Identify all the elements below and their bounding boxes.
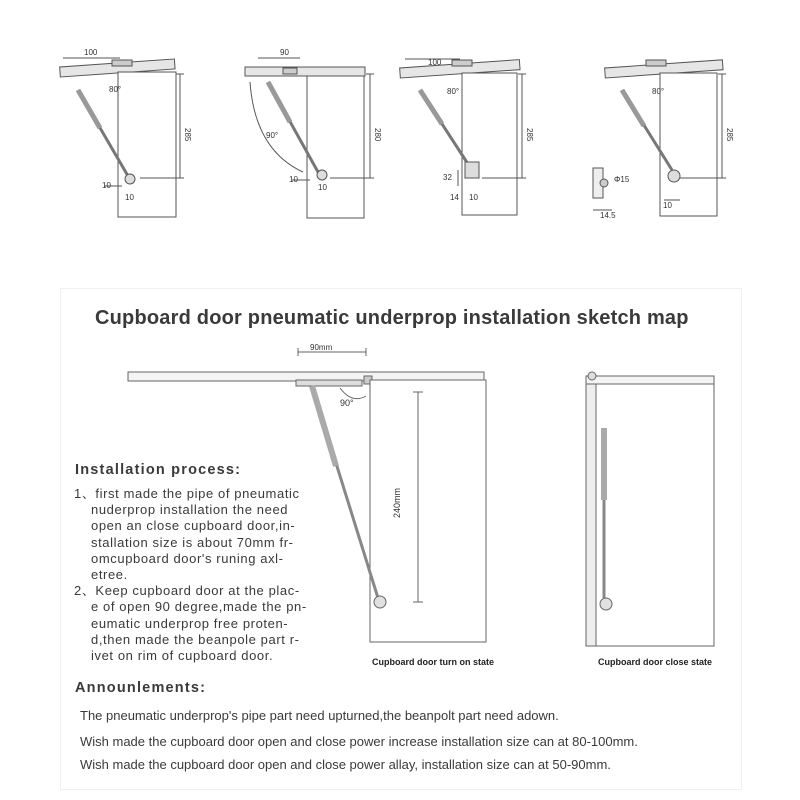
- top-4-bracket-label: 14.5: [600, 211, 616, 220]
- top-3-side-label: 14: [450, 193, 459, 202]
- panel-title: Cupboard door pneumatic underprop installation sketch map: [95, 307, 689, 329]
- step-line: stallation size is about 70mm fr-: [91, 534, 294, 550]
- announcements-heading: Announlements:: [75, 680, 207, 696]
- top-1-angle-label: 80°: [109, 85, 122, 94]
- top-4-angle-label: 80°: [652, 87, 665, 96]
- step-line: d,then made the beanpole part r-: [91, 631, 300, 647]
- top-4-height-label: 285: [725, 128, 734, 142]
- top-2-width-label: 90: [280, 48, 289, 57]
- top-1-width-label: 100: [84, 48, 98, 57]
- step-line: e of open 90 degree,made the pn-: [91, 599, 307, 615]
- top-3-height-label: 285: [525, 128, 534, 142]
- announcement-3: Wish made the cupboard door open and close power allay, installation size can at 50-90mm.: [80, 757, 611, 772]
- top-2-bottom-label: 10: [318, 183, 327, 192]
- step-line: omcupboard door's runing axl-: [91, 550, 284, 566]
- step-line: ivet on rim of cupboard door.: [91, 648, 274, 664]
- top-3-width-label: 100: [428, 58, 442, 67]
- top-3-bottom-label: 10: [469, 193, 478, 202]
- open-width-label: 90mm: [310, 343, 333, 352]
- top-3-angle-label: 80°: [447, 87, 460, 96]
- open-height-label: 240mm: [392, 487, 402, 518]
- announcement-2: Wish made the cupboard door open and close power increase installation size can at 80-100mm.: [80, 734, 638, 749]
- top-2-offset-label: 10: [289, 175, 298, 184]
- top-1-offset-label: 10: [102, 181, 111, 190]
- step-line: etree.: [91, 567, 128, 583]
- top-4-bottom-label: 10: [663, 201, 672, 210]
- top-2-height-label: 280: [373, 128, 382, 142]
- open-state-caption: Cupboard door turn on state: [372, 657, 494, 667]
- step-line: nuderprop installation the need: [91, 502, 289, 518]
- top-2-angle-label: 90°: [266, 131, 279, 140]
- top-3-offset-label: 32: [443, 173, 452, 182]
- close-state-figure: [586, 372, 714, 646]
- close-state-caption: Cupboard door close state: [598, 657, 713, 667]
- step-line: eumatic underprop free proten-: [91, 615, 289, 631]
- top-1-height-label: 285: [183, 128, 192, 142]
- installation-steps: [74, 486, 374, 664]
- open-angle-label: 90°: [340, 398, 354, 408]
- step-line: 1、first made the pipe of pneumatic: [74, 486, 300, 501]
- top-4-diameter-label: Φ15: [614, 175, 630, 184]
- top-1-bottom-label: 10: [125, 193, 134, 202]
- announcement-1: The pneumatic underprop's pipe part need upturned,the beanpolt part need adown.: [80, 708, 559, 723]
- step-line: 2、Keep cupboard door at the plac-: [74, 583, 300, 599]
- installation-heading: Installation process:: [75, 462, 242, 478]
- step-line: open an close cupboard door,in-: [91, 518, 296, 534]
